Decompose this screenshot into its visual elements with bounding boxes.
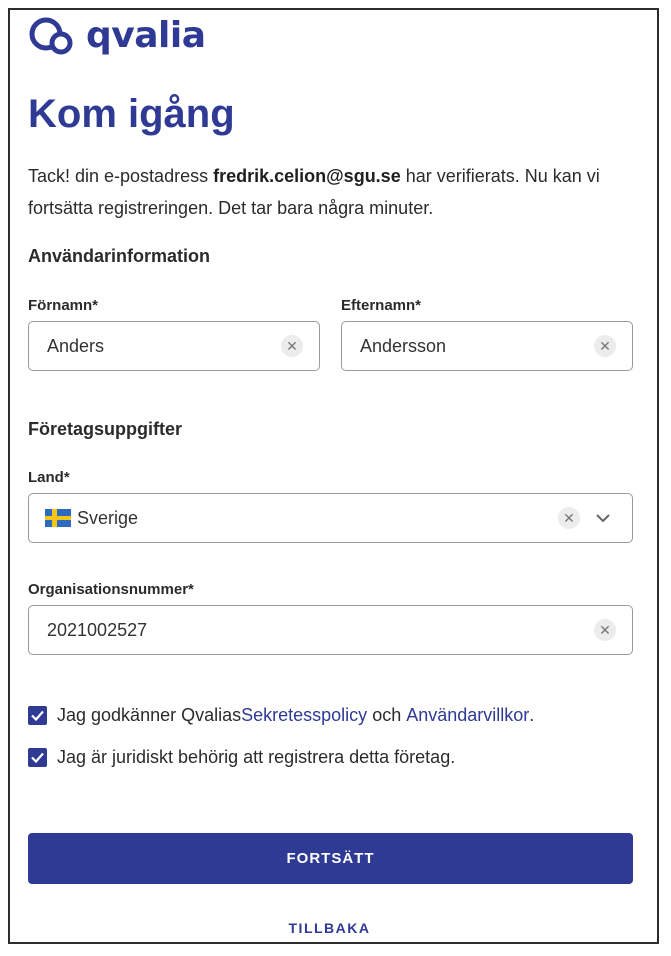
terms-text-after: . [529,705,535,725]
clear-icon[interactable]: ✕ [594,619,616,641]
first-name-field[interactable] [28,321,320,371]
first-name-label: Förnamn* [28,297,99,314]
intro-text [28,160,638,224]
page-title: Kom igång [28,92,235,136]
terms-checkbox[interactable] [28,706,47,725]
terms-text-middle: och [367,705,407,725]
company-section-title: Företagsuppgifter [28,419,183,439]
qvalia-logo-icon [28,17,76,55]
clear-icon[interactable]: ✕ [281,335,303,357]
brand-name: qvalia [86,15,206,56]
last-name-label: Efternamn* [341,297,422,314]
authority-checkbox[interactable] [28,748,47,767]
org-number-label: Organisationsnummer* [28,581,194,598]
last-name-field[interactable] [341,321,633,371]
clear-icon[interactable]: ✕ [558,507,580,529]
intro-email: fredrik.celion@sgu.se [213,166,401,186]
intro-after: har verifierats. Nu kan vi fortsätta registreringen. Det tar bara några minuter. [28,166,600,218]
brand-logo [28,16,206,56]
org-number-field[interactable] [28,605,633,655]
country-label: Land* [28,469,70,486]
terms-consent [28,705,534,726]
terms-text-before: Jag godkänner Qvalias [57,705,242,725]
authority-consent [28,747,455,768]
checkmark-icon [31,752,44,763]
country-value: Sverige [77,507,139,528]
first-name-value: Anders [47,335,105,356]
back-link[interactable]: TILLBAKA [288,920,371,936]
continue-button[interactable]: FORTSÄTT [28,833,633,884]
intro-before: Tack! din e-postadress [28,166,214,186]
user-section-title: Användarinformation [28,246,211,266]
last-name-value: Andersson [360,335,447,356]
clear-icon[interactable]: ✕ [594,335,616,357]
org-number-value: 2021002527 [47,619,148,640]
user-terms-link[interactable]: Användarvillkor [406,705,530,725]
country-select[interactable] [28,493,633,543]
registration-panel [8,8,659,944]
checkmark-icon [31,710,44,721]
privacy-policy-link[interactable]: Sekretesspolicy [241,705,368,725]
chevron-down-icon[interactable] [592,507,614,529]
sweden-flag-icon [45,509,71,527]
authority-text: Jag är juridiskt behörig att registrera detta företag. [57,747,456,767]
